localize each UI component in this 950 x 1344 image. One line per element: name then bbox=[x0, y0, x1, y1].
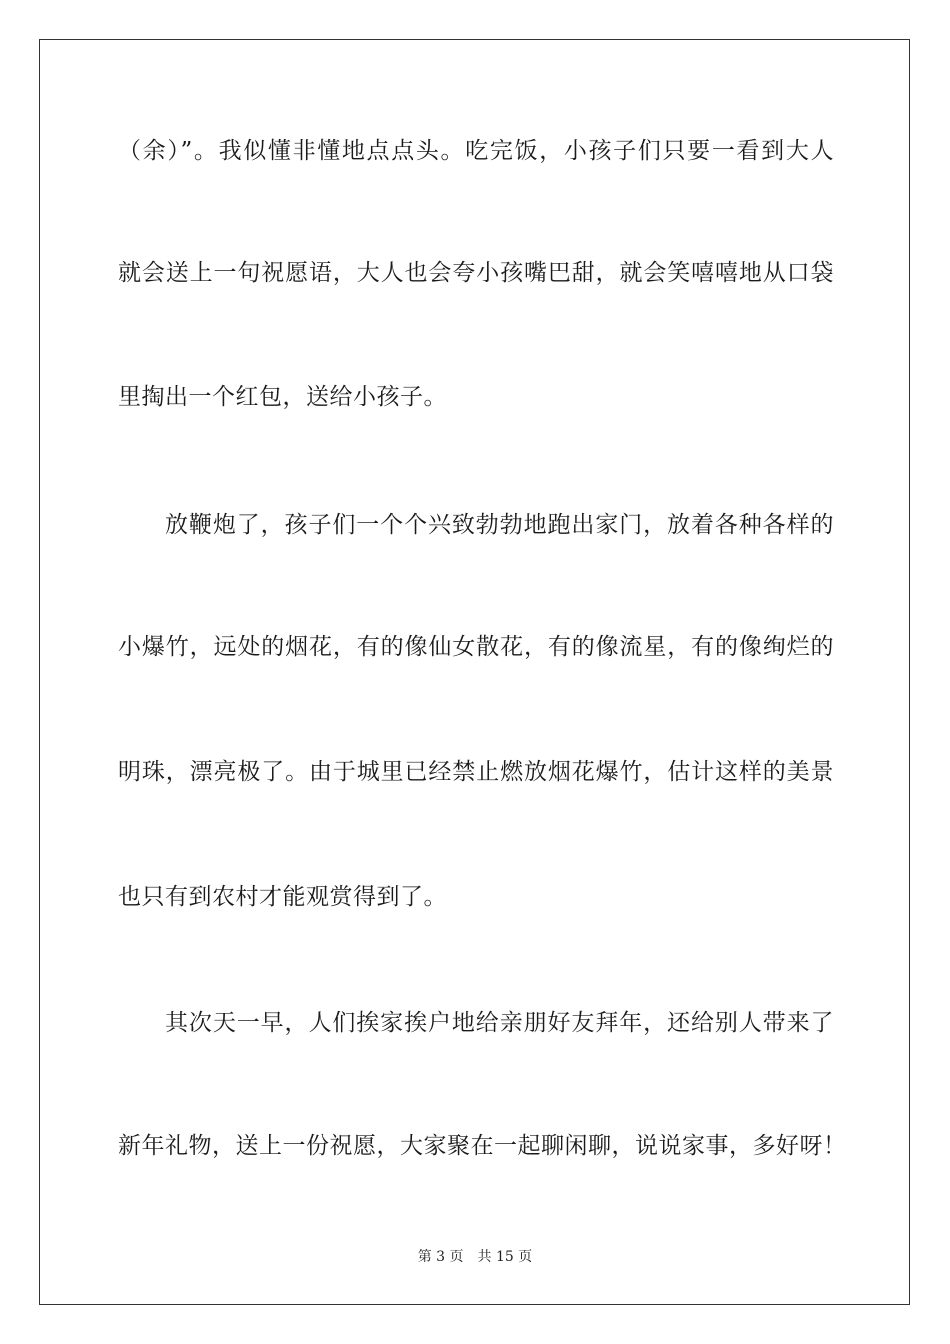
text-line-9: 新年礼物，送上一份祝愿，大家聚在一起聊闲聊，说说家事，多好呀！ bbox=[118, 1133, 847, 1159]
text-line-8: 其次天一早，人们挨家挨户地给亲朋好友拜年，还给别人带来了 bbox=[165, 1010, 834, 1036]
text-line-6: 明珠，漂亮极了。由于城里已经禁止燃放烟花爆竹，估计这样的美景 bbox=[118, 759, 834, 785]
text-line-3: 里掏出一个红包，送给小孩子。 bbox=[118, 384, 447, 410]
page-border bbox=[39, 39, 910, 1305]
text-line-4: 放鞭炮了，孩子们一个个兴致勃勃地跑出家门，放着各种各样的 bbox=[165, 512, 834, 538]
text-line-1: （余）”。我似懂非懂地点点头。吃完饭，小孩子们只要一看到大人 bbox=[118, 138, 834, 164]
text-line-2: 就会送上一句祝愿语，大人也会夸小孩嘴巴甜，就会笑嘻嘻地从口袋 bbox=[118, 260, 834, 286]
text-line-5: 小爆竹，远处的烟花，有的像仙女散花，有的像流星，有的像绚烂的 bbox=[118, 634, 834, 660]
page-total: 共 15 页 bbox=[477, 1249, 533, 1265]
page-number: 第 3 页 bbox=[417, 1249, 464, 1265]
page-footer bbox=[0, 1248, 950, 1266]
text-line-7: 也只有到农村才能观赏得到了。 bbox=[118, 884, 447, 910]
